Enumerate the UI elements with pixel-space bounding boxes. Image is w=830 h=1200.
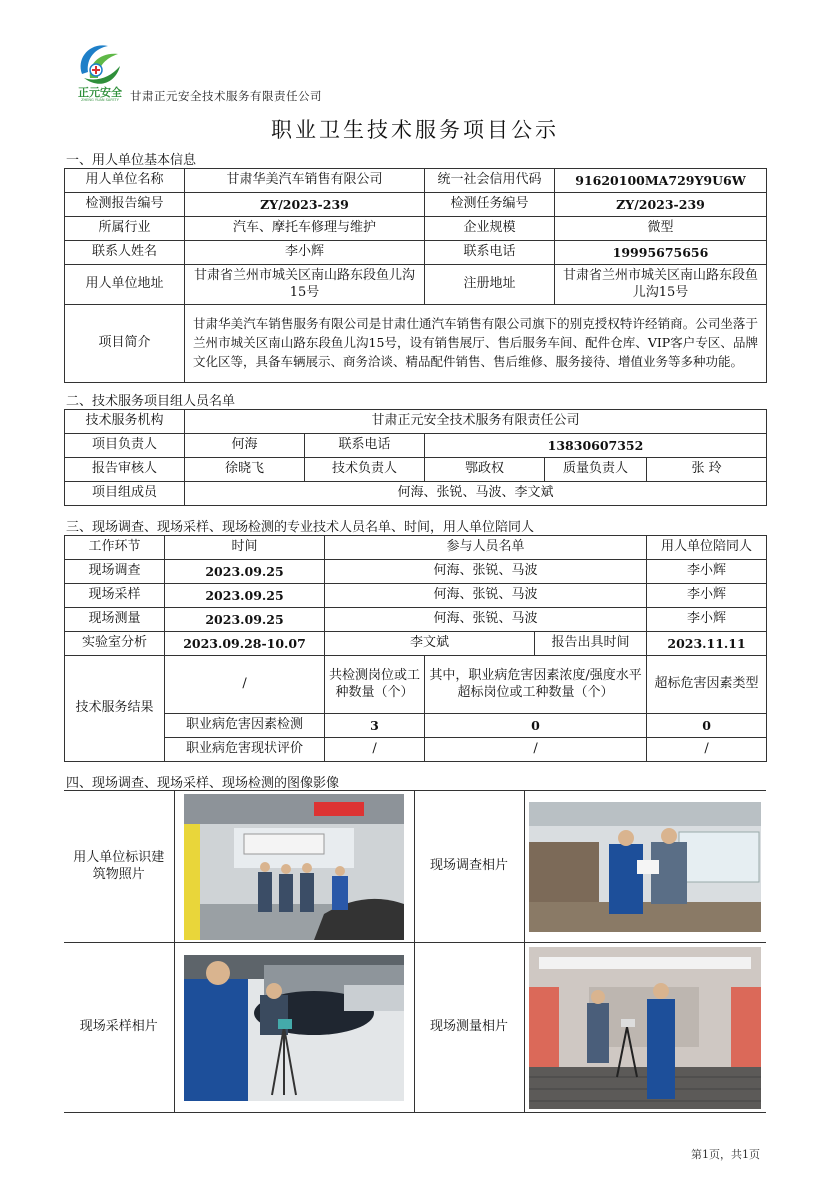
svg-text:正元安全: 正元安全	[78, 86, 122, 99]
contact-label: 联系人姓名	[65, 241, 185, 265]
address: 甘肃省兰州市城关区南山路东段鱼儿沟15号	[185, 265, 425, 305]
reg-address: 甘肃省兰州市城关区南山路东段鱼儿沟15号	[555, 265, 767, 305]
field-measurement-photo	[529, 947, 761, 1109]
report-time-label: 报告出具时间	[535, 632, 647, 656]
photo-3-label: 现场采样相片	[64, 943, 174, 1113]
people-header: 参与人员名单	[325, 536, 647, 560]
evaluation-exceed: /	[425, 738, 647, 762]
escort-measure: 李小辉	[647, 608, 767, 632]
time-measure: 2023.09.25	[165, 608, 325, 632]
tech-lead-label: 技术负责人	[305, 458, 425, 482]
credit-code: 91620100MA729Y9U6W	[555, 169, 767, 193]
people-measure: 何海、张锐、马波	[325, 608, 647, 632]
field-sampling-photo	[184, 955, 404, 1101]
team-table	[64, 409, 767, 506]
lab-person: 李文斌	[325, 632, 535, 656]
scale-label: 企业规模	[425, 217, 555, 241]
results-label: 技术服务结果	[65, 656, 165, 762]
company-name: 甘肃正元安全技术服务有限责任公司	[130, 89, 322, 103]
reviewer-label: 报告审核人	[65, 458, 185, 482]
building-signage-photo	[184, 794, 404, 940]
evaluation-type: /	[647, 738, 767, 762]
task-no-label: 检测任务编号	[425, 193, 555, 217]
escort-header: 用人单位陪同人	[647, 536, 767, 560]
escort-sampling: 李小辉	[647, 584, 767, 608]
field-table	[64, 535, 767, 762]
section-1-heading: 一、用人单位基本信息	[66, 153, 197, 168]
section-4-heading: 四、现场调查、现场采样、现场检测的图像影像	[66, 776, 340, 791]
report-no-label: 检测报告编号	[65, 193, 185, 217]
escort-survey: 李小辉	[647, 560, 767, 584]
lab-time: 2023.09.28-10.07	[165, 632, 325, 656]
stage-sampling: 现场采样	[65, 584, 165, 608]
scale: 微型	[555, 217, 767, 241]
section-2-heading: 二、技术服务项目组人员名单	[66, 394, 236, 409]
stage-measure: 现场测量	[65, 608, 165, 632]
org-name: 甘肃正元安全技术服务有限责任公司	[185, 410, 767, 434]
intro-label: 项目简介	[65, 305, 185, 383]
detection-row-label: 职业病危害因素检测	[165, 714, 325, 738]
stage-header: 工作环节	[65, 536, 165, 560]
detection-total: 3	[325, 714, 425, 738]
intro-text: 甘肃华美汽车销售服务有限公司是甘肃仕通汽车销售有限公司旗下的别克授权特许经销商。公司坐落于兰州市城关区南山路东段鱼儿沟15号，设有销售展厅、售后服务车间、配件仓库、VIP客户专区、品牌文化区等，具备车辆展示、商务洽谈、精品配件销售、售后维修、服务接待、增值业务等多种功能。	[185, 305, 767, 383]
time-survey: 2023.09.25	[165, 560, 325, 584]
page-number: 第1页，共1页	[691, 1148, 760, 1161]
page-title: 职业卫生技术服务项目公示	[271, 118, 559, 142]
evaluation-total: /	[325, 738, 425, 762]
quality-lead-label: 质量负责人	[545, 458, 647, 482]
time-sampling: 2023.09.25	[165, 584, 325, 608]
basic-info-table	[64, 168, 767, 383]
zhengyuan-logo	[70, 38, 130, 102]
field-survey-photo	[529, 802, 761, 932]
photo-4-label: 现场测量相片	[414, 943, 524, 1113]
org-label: 技术服务机构	[65, 410, 185, 434]
members: 何海、张锐、马波、李文斌	[185, 482, 767, 506]
members-label: 项目组成员	[65, 482, 185, 506]
photo-1-label: 用人单位标识建筑物照片	[64, 791, 174, 943]
leader-phone: 13830607352	[425, 434, 767, 458]
people-sampling: 何海、张锐、马波	[325, 584, 647, 608]
results-type-header: 超标危害因素类型	[647, 656, 767, 714]
task-no: ZY/2023-239	[555, 193, 767, 217]
leader-label: 项目负责人	[65, 434, 185, 458]
lab-label: 实验室分析	[65, 632, 165, 656]
time-header: 时间	[165, 536, 325, 560]
quality-lead: 张 玲	[647, 458, 767, 482]
report-no: ZY/2023-239	[185, 193, 425, 217]
results-slash: /	[165, 656, 325, 714]
reviewer: 徐晓飞	[185, 458, 305, 482]
unit-name-label: 用人单位名称	[65, 169, 185, 193]
results-total-header: 共检测岗位或工种数量（个）	[325, 656, 425, 714]
results-exceed-header: 其中，职业病危害因素浓度/强度水平超标岗位或工种数量（个）	[425, 656, 647, 714]
photo-2-label: 现场调查相片	[414, 791, 524, 943]
photo-table	[64, 790, 766, 1113]
detection-type: 0	[647, 714, 767, 738]
svg-text:ZHENG YUAN SAFETY: ZHENG YUAN SAFETY	[81, 98, 119, 102]
phone-label: 联系电话	[425, 241, 555, 265]
credit-code-label: 统一社会信用代码	[425, 169, 555, 193]
detection-exceed: 0	[425, 714, 647, 738]
reg-address-label: 注册地址	[425, 265, 555, 305]
tech-lead: 鄂政权	[425, 458, 545, 482]
industry: 汽车、摩托车修理与维护	[185, 217, 425, 241]
report-time: 2023.11.11	[647, 632, 767, 656]
leader-phone-label: 联系电话	[305, 434, 425, 458]
people-survey: 何海、张锐、马波	[325, 560, 647, 584]
stage-survey: 现场调查	[65, 560, 165, 584]
address-label: 用人单位地址	[65, 265, 185, 305]
section-3-heading: 三、现场调查、现场采样、现场检测的专业技术人员名单、时间，用人单位陪同人	[66, 520, 535, 535]
industry-label: 所属行业	[65, 217, 185, 241]
contact: 李小辉	[185, 241, 425, 265]
leader: 何海	[185, 434, 305, 458]
unit-name: 甘肃华美汽车销售有限公司	[185, 169, 425, 193]
phone: 19995675656	[555, 241, 767, 265]
evaluation-row-label: 职业病危害现状评价	[165, 738, 325, 762]
